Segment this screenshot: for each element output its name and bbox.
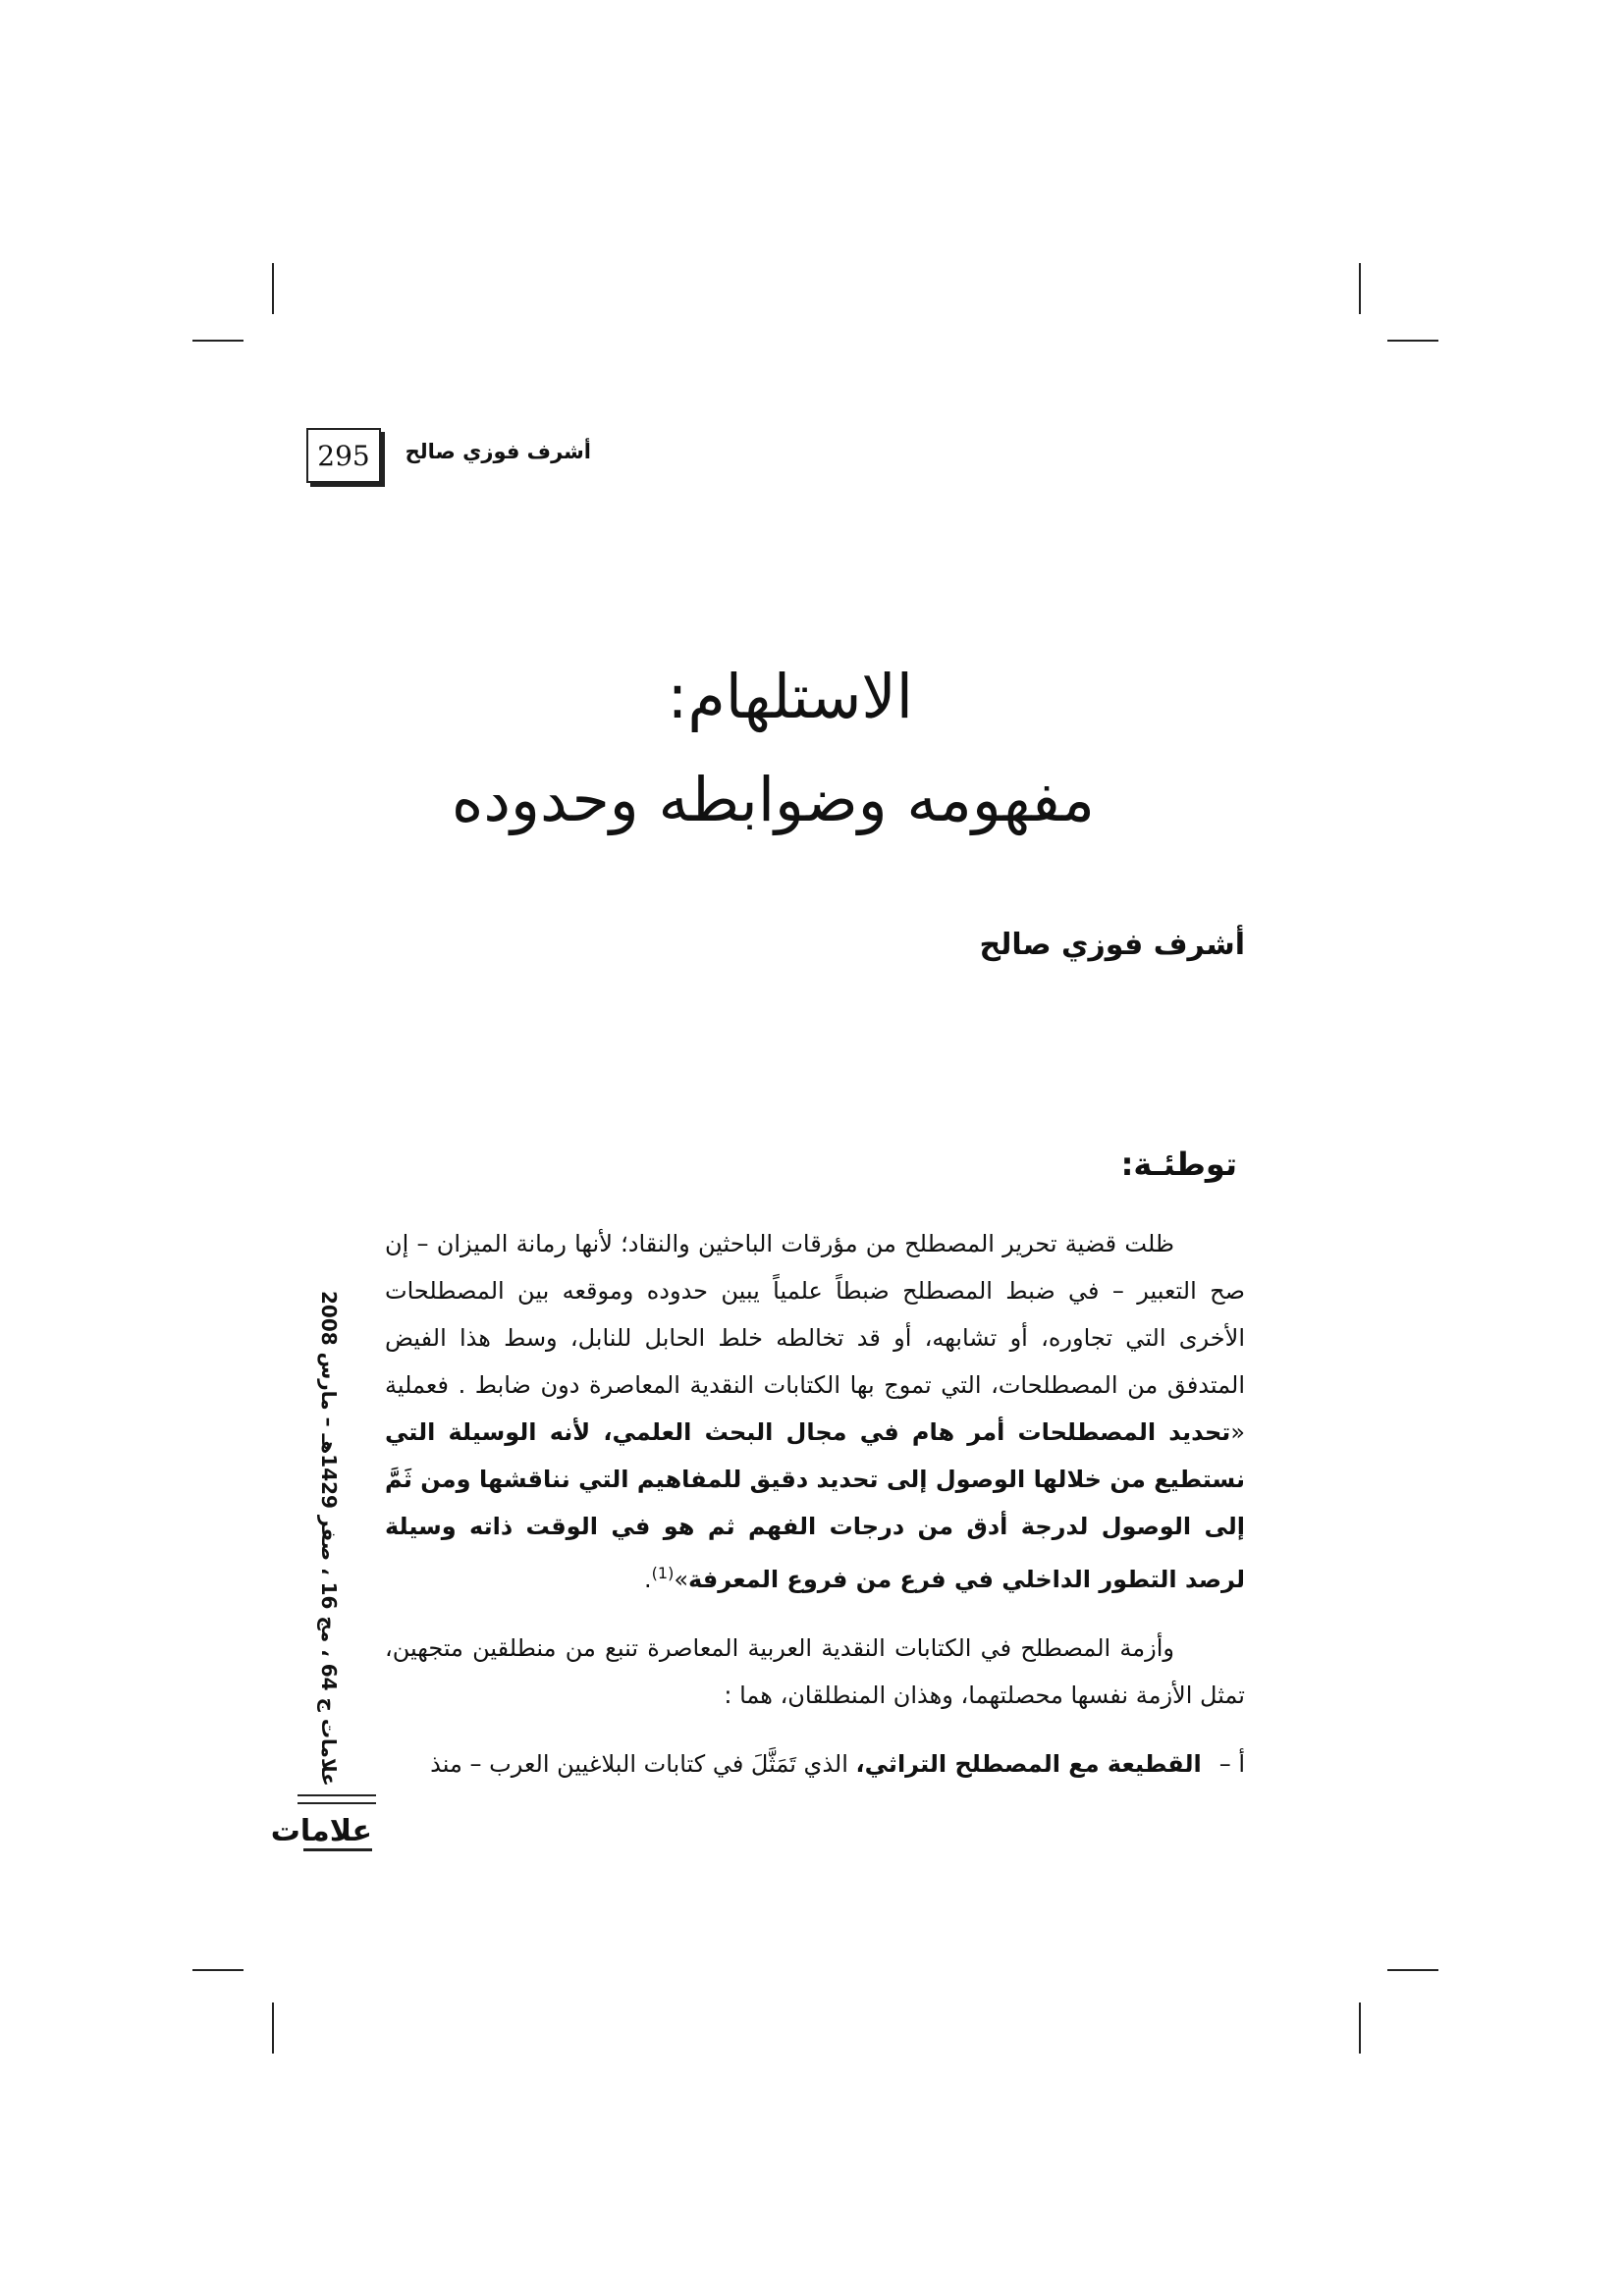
crop-mark-top-right-vertical: [1359, 263, 1361, 314]
paragraph-1: [385, 1220, 1245, 1603]
page-number: 295: [306, 428, 381, 483]
journal-issue-info: علامات ج 64 ، مج 16 ، صفر 1429هـ – مارس 2008: [317, 1291, 341, 1787]
paragraph-1-close-quote: »: [674, 1566, 688, 1593]
paragraph-1-quote: تحديد المصطلحات أمر هام في مجال البحث العلمي، لأنه الوسيلة التي نستطيع من خلالها الوصول إلى تحديد دقيق للمفاهيم التي نناقشها ومن ثَمَّ إلى الوصول لدرجة أدق من درجات الفهم ثم هو في الوقت ذاته وسيلة لرصد التطور الداخلي في فرع من فروع المعرفة: [385, 1418, 1245, 1593]
journal-spine: [270, 1291, 386, 1895]
title-line-2: مفهومه وضوابطه وحدوده: [451, 764, 1095, 835]
paragraph-1-end: .: [643, 1566, 652, 1593]
article-title: [422, 648, 1095, 854]
list-item-text: الذي تَمَثَّلَ في كتابات البلاغيين العرب – منذ: [430, 1750, 856, 1778]
crop-mark-top-right-horizontal: [1387, 340, 1438, 342]
footnote-reference[interactable]: (1): [651, 1564, 675, 1582]
section-heading: توطئـة:: [1120, 1146, 1237, 1183]
journal-logo: علامات: [303, 1814, 372, 1851]
running-header-author: أشرف فوزي صالح: [405, 440, 591, 463]
list-item-a: [385, 1740, 1245, 1788]
crop-mark-bottom-left-horizontal: [192, 1969, 243, 1971]
article-body: [385, 1220, 1245, 1788]
crop-mark-bottom-right-horizontal: [1387, 1969, 1438, 1971]
list-item-bold-text: القطيعة مع المصطلح التراثي،: [855, 1750, 1202, 1778]
paragraph-2: وأزمة المصطلح في الكتابات النقدية العربية المعاصرة تنبع من منطلقين متجهين، تمثل الأزمة نفسها محصلتهما، وهذان المنطلقان، هما :: [385, 1634, 1245, 1709]
crop-mark-top-left-vertical: [272, 263, 274, 314]
paragraph-1-text: ظلت قضية تحرير المصطلح من مؤرقات الباحثين والنقاد؛ لأنها رمانة الميزان – إن صح التعبير – في ضبط المصطلح ضبطاً علمياً يبين حدوده وموقعه بين المصطلحات الأخرى التي تجاوره، أو تشابهه، أو قد تخالطه خلط الحابل للنابل، وسط هذا الفيض المتدفق من المصطلحات، التي تموج بها الكتابات النقدية المعاصرة دون ضابط . فعملية «: [385, 1230, 1245, 1446]
crop-mark-bottom-left-vertical: [272, 2002, 274, 2054]
title-line-1: الاستلهام:: [667, 661, 913, 732]
crop-mark-top-left-horizontal: [192, 340, 243, 342]
crop-mark-bottom-right-vertical: [1359, 2002, 1361, 2054]
spine-divider: [298, 1794, 376, 1804]
list-item-label: أ –: [1218, 1750, 1245, 1778]
article-author: أشرف فوزي صالح: [979, 928, 1245, 962]
page-header: [306, 428, 591, 483]
